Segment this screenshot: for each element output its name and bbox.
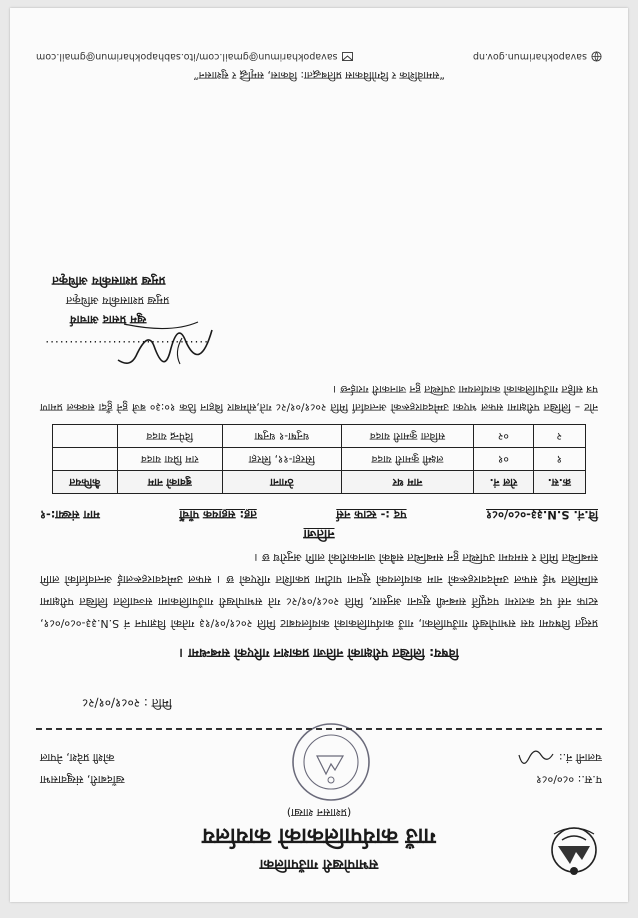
office-address: [40, 746, 125, 790]
header-serial: क्र.स.: [533, 471, 585, 494]
cell-name: लक्ष्मी कुमारी यादव: [341, 448, 474, 471]
table-row: [53, 425, 586, 448]
table-row: [53, 448, 586, 471]
footer-email: [36, 51, 353, 62]
cell-roll: ०२: [474, 425, 533, 448]
letter-body: प्रस्तुत विषयमा यस सभापोखरी गाउँपालिका, गाउँ कार्यपालिकाको कार्यालयबाट मिति २०८१/०१/१३ गतेको विज्ञापन नं S.N.३३-०८०/०८१, स्टाफ नर्स पद करारमा पदपूर्ति सम्बन्धी सूचना अनुसार, मिति २०८१/०१/२८ गते सभापोखरी गाउँपालिकामा सञ्चालित लिखित परीक्षामा सम्मिलित भई सफल उम्मेदवारहरूको नाम कार्यालयको सूचना पाटीमा प्रकाशित गरिएको छ । सफल उम्मेदवारहरूलाई अन्तर्वार्ताको लागि सम्बन्धित मिति र समयमा उपस्थित हुन सम्बन्धित सबैको जानकारीको लागि अनुरोध छ ।: [40, 551, 598, 630]
org-section-name: (प्रशासन शाखा): [286, 806, 352, 819]
result-table: [52, 424, 586, 494]
footer-website: [473, 51, 602, 62]
interview-note: नोट – लिखित परीक्षामा सफल भएका उम्मेदवारहरूको अन्तर्वार्ता मिति २०८१/०१/२८ गते,सोमबार बिहान ठिक १०:३० बजे हुने हुँदा सक्कल प्रमाण पत्र सहित गाउँपालिकाको कार्यालयमा उपस्थित हुन जानकारी गराईन्छ ।: [40, 383, 598, 413]
office-seal-icon: [289, 720, 373, 804]
signature-dotted-line: ..................................: [44, 338, 208, 352]
email-text: savapokharimun@gmail.com/ito.sabhapokharimun@gmail.com: [36, 51, 338, 62]
cell-remarks: [53, 425, 118, 448]
advertisement-number: वि.नं. S.N.३३-०८०/०८१: [486, 508, 598, 522]
demand-count: माग संख्या:-१: [40, 508, 100, 522]
website-text: savapokharimun.gov.np: [472, 51, 587, 62]
org-office-name: गाउँ कार्यपालिकाको कार्यालय: [202, 823, 436, 848]
address-line-1: खाँदबारी, संखुवासभा: [40, 773, 125, 786]
chalani-row: [517, 746, 602, 768]
cell-remarks: [53, 448, 118, 471]
header-divider: [36, 728, 602, 730]
header-roll: रोल नं.: [474, 471, 533, 494]
patra-value: ०८०/०८१: [536, 773, 575, 786]
letter-subject: विषय: लिखित परीक्षाको नतिजा प्रकाशन गरिएको सम्बन्धमा ।: [179, 646, 459, 661]
org-municipality-name: सभापोखरी गाउँपालिका: [259, 856, 379, 872]
cell-address: सिरहा-११, सिरहा: [223, 448, 342, 471]
mail-icon: [342, 52, 353, 61]
result-notice-title: नतिजा: [303, 526, 335, 541]
cell-roll: ०१: [474, 448, 533, 471]
post-level: तह: सहायक पाँचौं: [179, 508, 257, 522]
patra-sankhya-row: [517, 768, 602, 790]
cell-name: सविता कुमारी यादव: [341, 425, 474, 448]
cell-address: धनुषा-१ धनुषा: [223, 425, 342, 448]
address-line-2: कोशी प्रदेश, नेपाल: [40, 751, 115, 764]
chalani-label: चलानी नं.:: [558, 751, 602, 764]
header-name: नाम थर: [341, 471, 474, 494]
vacancy-details-line: [40, 507, 598, 522]
cell-father-name: राम प्रिया यादव: [117, 448, 223, 471]
footer-motto: “समावेशिक र दिगोविकास प्रतिबद्धता: विकास, समृद्धि र सुशासन”: [193, 69, 445, 81]
signatory-name: खुम प्रसाद आचार्य: [70, 313, 147, 327]
patra-label: प.स.:: [577, 773, 602, 786]
result-table-header-row: [53, 471, 586, 494]
header-father-name: बुवाको नाम: [117, 471, 223, 494]
cell-serial: १: [533, 448, 585, 471]
letter-date: मिति : २०८१/०१/२८: [82, 696, 172, 710]
reference-block: [517, 746, 602, 790]
rotated-letter-sheet: [10, 8, 628, 902]
document-page: [10, 8, 628, 902]
cell-father-name: दिपेन्द्र यादव: [117, 425, 223, 448]
post-name: पद :- स्टाफ नर्स: [336, 508, 407, 522]
globe-icon: [591, 51, 602, 62]
signatory-designation-underlined: प्रमुख प्रशासकीय अधिकृत: [52, 274, 166, 288]
initials-scribble-icon: [517, 750, 555, 764]
cell-serial: २: [533, 425, 585, 448]
signatory-title: प्रमुख प्रशासकीय अधिकृत: [66, 294, 170, 307]
footer-contacts: [36, 51, 602, 62]
header-address: ठेगाना: [223, 471, 342, 494]
header-remarks: कैफियत: [53, 471, 118, 494]
